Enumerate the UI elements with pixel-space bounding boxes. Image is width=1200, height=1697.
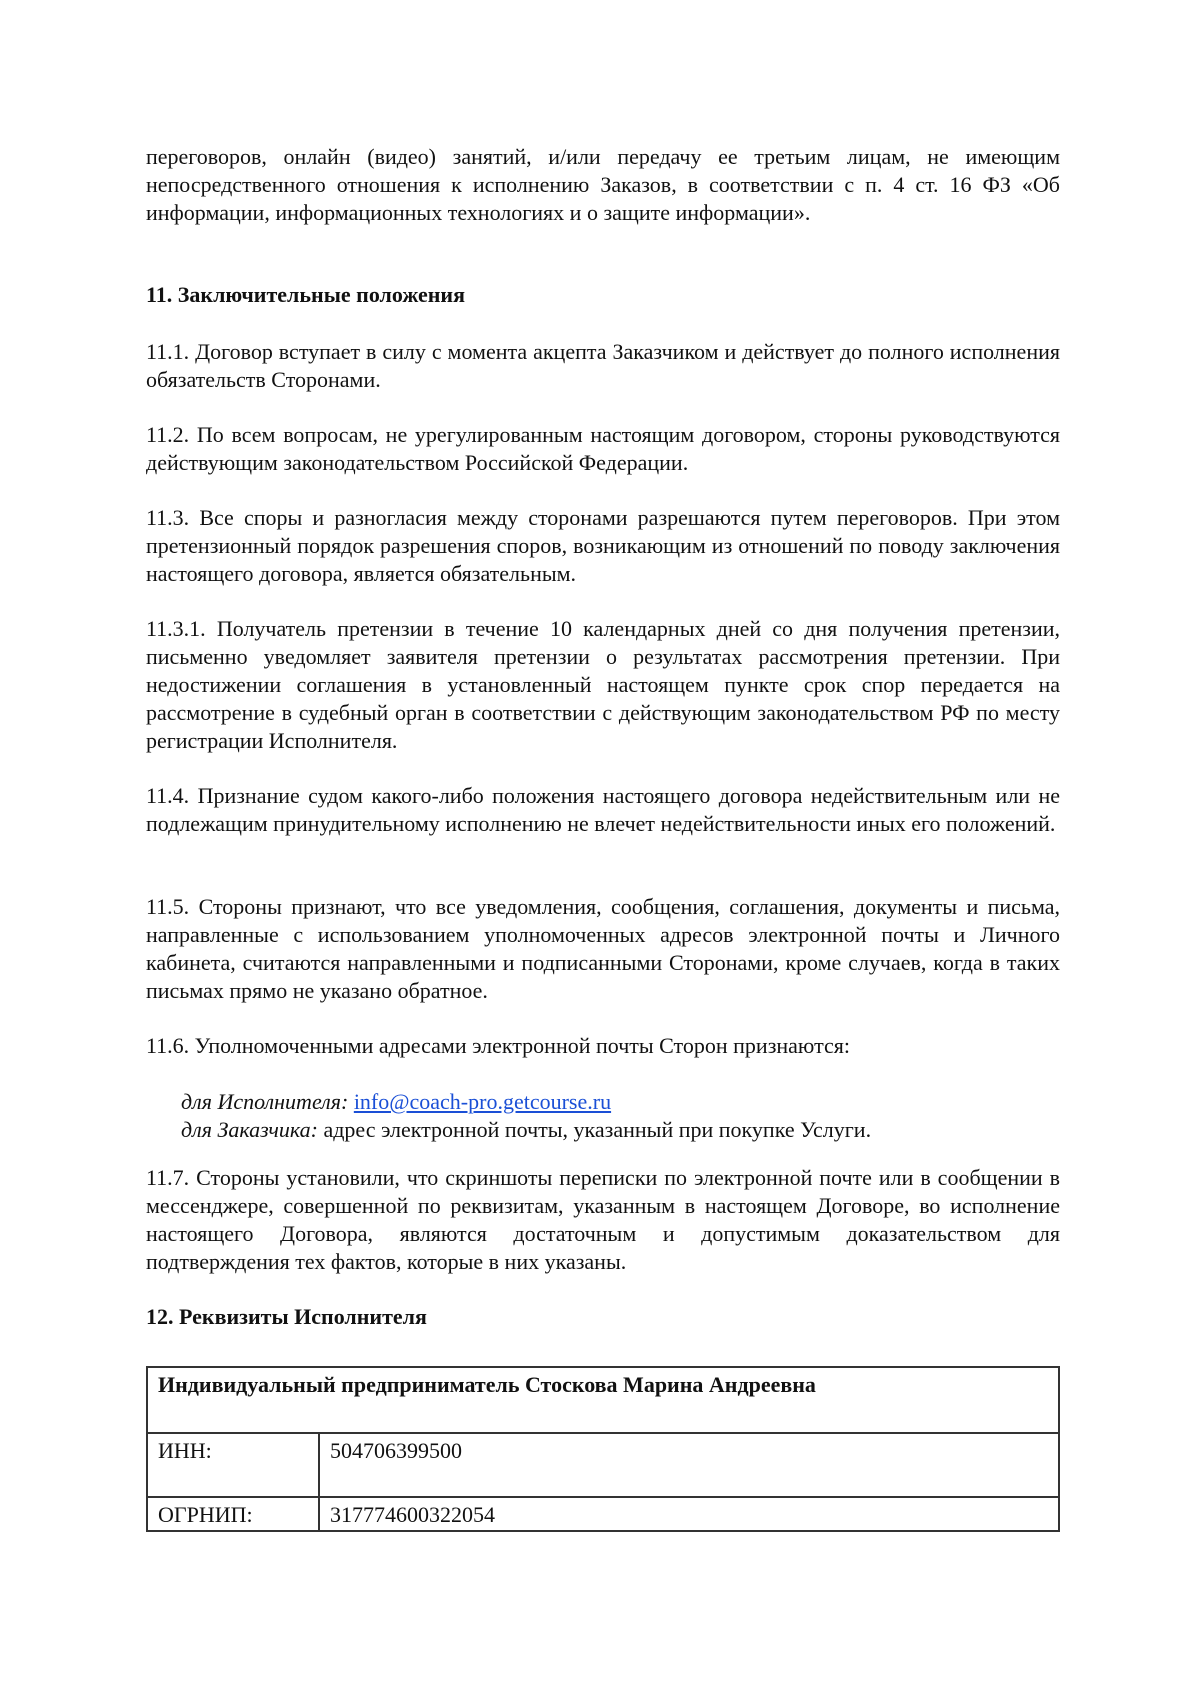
intro-paragraph: переговоров, онлайн (видео) занятий, и/или передачу ее третьим лицам, не имеющим непосредственного отношения к исполнению Заказов, в соответствии с п. 4 ст. 16 ФЗ «Об информации, информационных технологиях и о защите информации». xyxy=(146,144,1060,225)
section-11-heading: 11. Заключительные положения xyxy=(146,282,465,307)
executor-email-line xyxy=(181,1088,1061,1116)
inn-label: ИНН: xyxy=(147,1433,319,1497)
clause-11-3-1: 11.3.1. Получатель претензии в течение 10 календарных дней со дня получения претензии, письменно уведомляет заявителя претензии о результатах рассмотрения претензии. При недостижении соглашения в установленный настоящем пункте срок спор передается на рассмотрение в судебный орган в соответствии с действующим законодательством РФ по месту регистрации Исполнителя. xyxy=(146,616,1060,753)
clause-11-4: 11.4. Признание судом какого-либо положения настоящего договора недействительным или не подлежащим принудительному исполнению не влечет недействительности иных его положений. xyxy=(146,783,1060,836)
table-row xyxy=(147,1433,1059,1497)
clause-11-7: 11.7. Стороны установили, что скриншоты переписки по электронной почте или в сообщении в мессенджере, совершенной по реквизитам, указанным в настоящем Договоре, во исполнение настоящего Договора, являются достаточным и допустимым доказательством для подтверждения тех фактов, которые в них указаны. xyxy=(146,1165,1060,1274)
clause-11-6: 11.6. Уполномоченными адресами электронной почты Сторон признаются: xyxy=(146,1033,850,1058)
table-row xyxy=(147,1497,1059,1531)
customer-email-value: адрес электронной почты, указанный при покупке Услуги. xyxy=(323,1117,872,1142)
customer-email-label: для Заказчика: xyxy=(181,1117,318,1142)
clause-11-2: 11.2. По всем вопросам, не урегулированным настоящим договором, стороны руководствуются действующим законодательством Российской Федерации. xyxy=(146,422,1060,475)
ogrnip-value: 317774600322054 xyxy=(319,1497,1059,1531)
executor-email-label: для Исполнителя: xyxy=(181,1089,349,1114)
clause-11-1: 11.1. Договор вступает в силу с момента акцепта Заказчиком и действует до полного исполнения обязательств Сторонами. xyxy=(146,339,1060,392)
executor-details-table xyxy=(146,1366,1060,1532)
executor-email-link[interactable]: info@coach-pro.getcourse.ru xyxy=(353,1089,612,1114)
customer-email-line xyxy=(181,1116,1061,1144)
ogrnip-label: ОГРНИП: xyxy=(147,1497,319,1531)
section-12-heading: 12. Реквизиты Исполнителя xyxy=(146,1304,427,1329)
clause-11-3: 11.3. Все споры и разногласия между сторонами разрешаются путем переговоров. При этом претензионный порядок разрешения споров, возникающим из отношений по поводу заключения настоящего договора, является обязательным. xyxy=(146,505,1060,586)
clause-11-5: 11.5. Стороны признают, что все уведомления, сообщения, соглашения, документы и письма, направленные с использованием уполномоченных адресов электронной почты и Личного кабинета, считаются направленными и подписанными Сторонами, кроме случаев, когда в таких письмах прямо не указано обратное. xyxy=(146,894,1060,1003)
inn-value: 504706399500 xyxy=(319,1433,1059,1497)
table-row xyxy=(147,1367,1059,1433)
executor-name-cell: Индивидуальный предприниматель Стоскова Марина Андреевна xyxy=(147,1367,1059,1433)
